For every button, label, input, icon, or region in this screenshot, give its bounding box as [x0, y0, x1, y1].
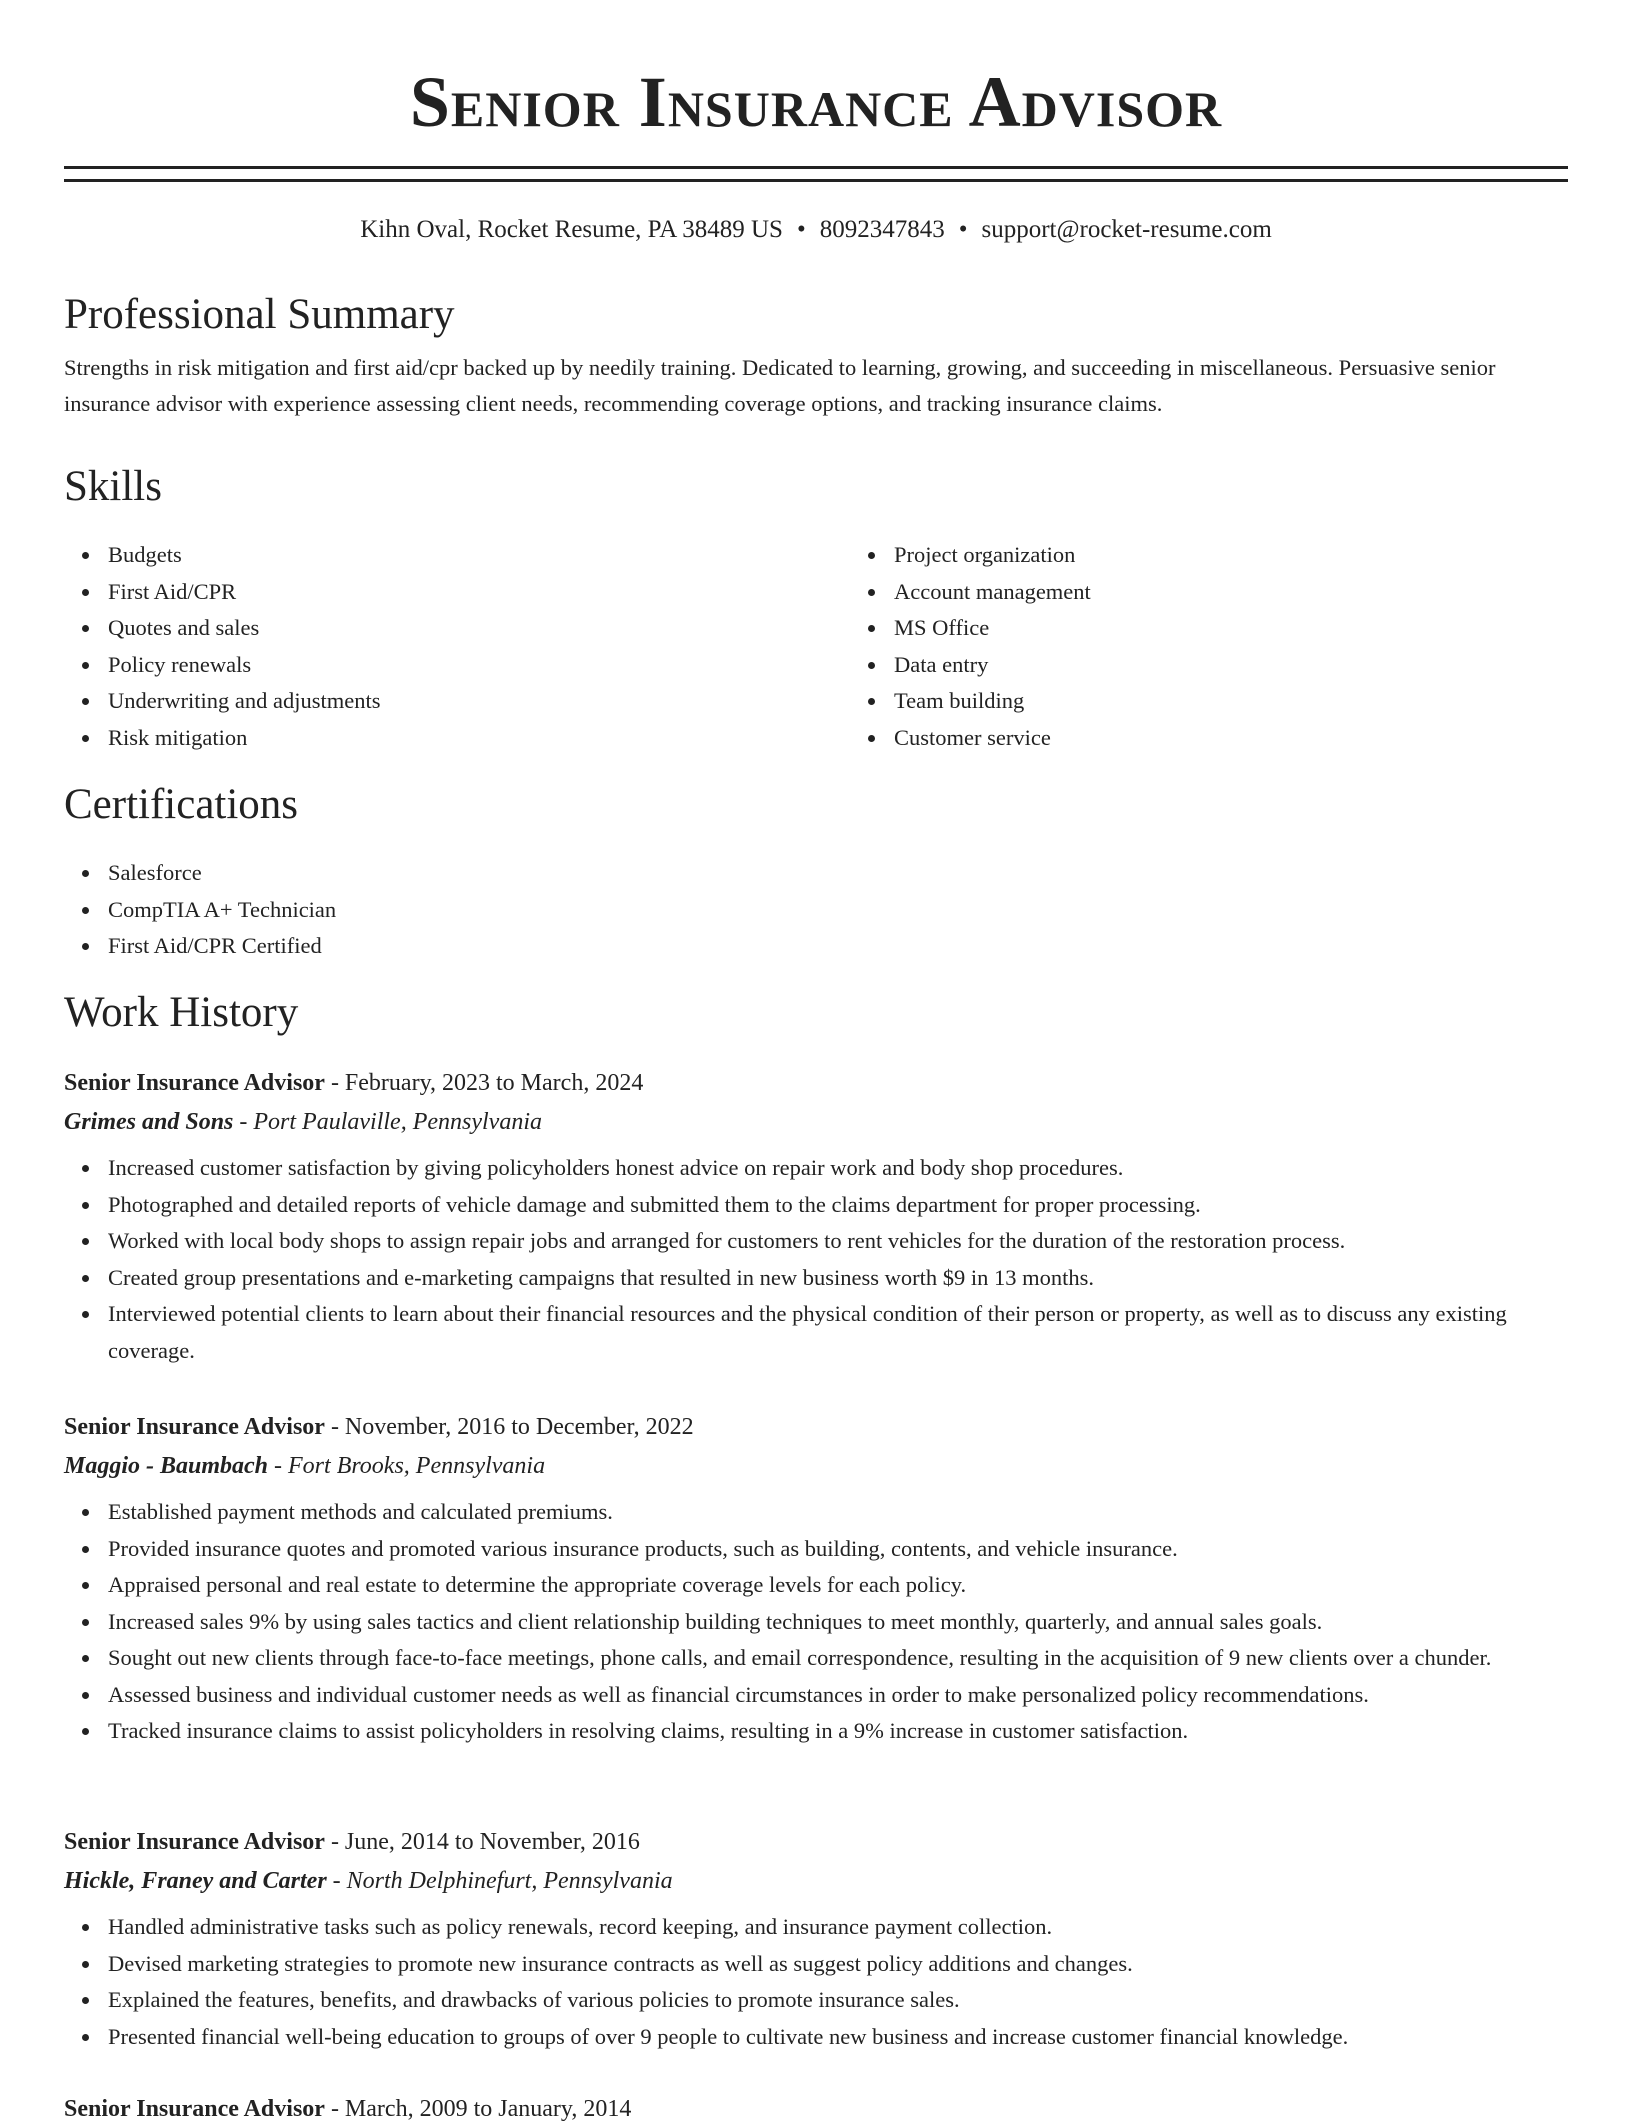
certification-item: Salesforce: [108, 855, 1568, 892]
certification-item: First Aid/CPR Certified: [108, 928, 1568, 965]
skills-column-right: [850, 537, 1632, 756]
job-dates: - March, 2009 to January, 2014: [324, 2096, 632, 2122]
job-bullet: Tracked insurance claims to assist policyholders in resolving claims, resulting in a 9% increase in customer satisfaction.: [108, 1713, 1568, 1750]
contact-phone: 8092347843: [819, 216, 945, 243]
job-company: Maggio - Baumbach: [64, 1453, 269, 1479]
job-bullet: Appraised personal and real estate to determine the appropriate coverage levels for each policy.: [108, 1567, 1568, 1604]
contact-line: [64, 214, 1568, 246]
skill-item: Underwriting and adjustments: [108, 683, 850, 720]
job-title: Senior Insurance Advisor: [64, 1070, 325, 1096]
job-title-line: [64, 1823, 1568, 1861]
job-location: - Fort Brooks, Pennsylvania: [268, 1453, 546, 1479]
contact-separator: •: [796, 216, 806, 243]
contact-address: Kihn Oval, Rocket Resume, PA 38489 US: [360, 216, 783, 243]
job-title: Senior Insurance Advisor: [64, 1829, 325, 1855]
resume-title: Senior Insurance Advisor: [409, 62, 1223, 142]
skills-column-left: [64, 537, 850, 756]
skill-item: Account management: [894, 574, 1632, 611]
skill-item: Risk mitigation: [108, 720, 850, 757]
job-bullet: Created group presentations and e-marketing campaigns that resulted in new business worth $9 in 13 months.: [108, 1260, 1568, 1297]
summary-text: Strengths in risk mitigation and first aid/cpr backed up by needily training. Dedicated to learning, growing, and succeeding in miscellaneous. Persuasive senior insurance advisor with experience assessing client needs, recommending coverage options, and tracking insurance claims.: [64, 355, 1496, 416]
certifications-list: [64, 855, 1568, 965]
job-company-line: [64, 1102, 1568, 1142]
job-dates: - February, 2023 to March, 2024: [324, 1070, 644, 1096]
certification-item: CompTIA A+ Technician: [108, 892, 1568, 929]
job-entry: [64, 2090, 1568, 2128]
job-title: Senior Insurance Advisor: [64, 2096, 325, 2122]
job-bullet: Worked with local body shops to assign repair jobs and arranged for customers to rent vehicles for the duration of the restoration process.: [108, 1223, 1568, 1260]
job-bullet: Interviewed potential clients to learn about their financial resources and the physical condition of their person or property, as well as to discuss any existing coverage.: [108, 1296, 1568, 1369]
job-entry: [64, 1408, 1568, 1750]
job-bullet: Established payment methods and calculated premiums.: [108, 1494, 1568, 1531]
work-history-heading: Work History: [64, 989, 299, 1036]
contact-email: support@rocket-resume.com: [981, 216, 1272, 243]
job-bullet: Handled administrative tasks such as policy renewals, record keeping, and insurance payment collection.: [108, 1909, 1568, 1946]
skill-item: MS Office: [894, 610, 1632, 647]
skill-item: First Aid/CPR: [108, 574, 850, 611]
certifications-heading: Certifications: [64, 781, 299, 828]
job-dates: - June, 2014 to November, 2016: [324, 1829, 640, 1855]
job-bullet: Increased customer satisfaction by giving policyholders honest advice on repair work and body shop procedures.: [108, 1150, 1568, 1187]
job-bullets: [64, 1494, 1568, 1750]
skills-list: [64, 537, 1568, 756]
job-bullet: Provided insurance quotes and promoted various insurance products, such as building, contents, and vehicle insurance.: [108, 1531, 1568, 1568]
job-bullet: Increased sales 9% by using sales tactics and client relationship building techniques to meet monthly, quarterly, and annual sales goals.: [108, 1604, 1568, 1641]
job-company: Grimes and Sons: [64, 1109, 234, 1135]
job-company-line: [64, 1446, 1568, 1486]
job-bullet: Devised marketing strategies to promote new insurance contracts as well as suggest policy additions and changes.: [108, 1946, 1568, 1983]
job-company: Hickle, Franey and Carter: [64, 1868, 327, 1894]
resume-page: [64, 0, 1568, 2122]
job-entry: [64, 1823, 1568, 2055]
skills-heading: Skills: [64, 463, 162, 510]
job-dates: - November, 2016 to December, 2022: [324, 1414, 694, 1440]
job-title: Senior Insurance Advisor: [64, 1414, 325, 1440]
job-bullet: Presented financial well-being education to groups of over 9 people to cultivate new business and increase customer financial knowledge.: [108, 2019, 1568, 2056]
job-title-line: [64, 1408, 1568, 1446]
summary-heading: Professional Summary: [64, 291, 455, 338]
job-bullet: Sought out new clients through face-to-face meetings, phone calls, and email correspondence, resulting in the acquisition of 9 new clients over a chunder.: [108, 1640, 1568, 1677]
job-company-line: [64, 1861, 1568, 1901]
skill-item: Policy renewals: [108, 647, 850, 684]
job-title-line: [64, 1064, 1568, 1102]
skill-item: Budgets: [108, 537, 850, 574]
skill-item: Customer service: [894, 720, 1632, 757]
job-title-line: [64, 2090, 1568, 2128]
job-bullet: Photographed and detailed reports of vehicle damage and submitted them to the claims department for proper processing.: [108, 1187, 1568, 1224]
job-bullets: [64, 1150, 1568, 1369]
skill-item: Data entry: [894, 647, 1632, 684]
job-bullets: [64, 1909, 1568, 2055]
skill-item: Team building: [894, 683, 1632, 720]
job-bullet: Assessed business and individual customer needs as well as financial circumstances in order to make personalized policy recommendations.: [108, 1677, 1568, 1714]
contact-separator: •: [958, 216, 968, 243]
job-location: - North Delphinefurt, Pennsylvania: [326, 1868, 673, 1894]
job-bullet: Explained the features, benefits, and drawbacks of various policies to promote insurance sales.: [108, 1982, 1568, 2019]
skill-item: Quotes and sales: [108, 610, 850, 647]
skill-item: Project organization: [894, 537, 1632, 574]
title-divider: [64, 166, 1568, 182]
job-location: - Port Paulaville, Pennsylvania: [233, 1109, 542, 1135]
job-entry: [64, 1064, 1568, 1369]
